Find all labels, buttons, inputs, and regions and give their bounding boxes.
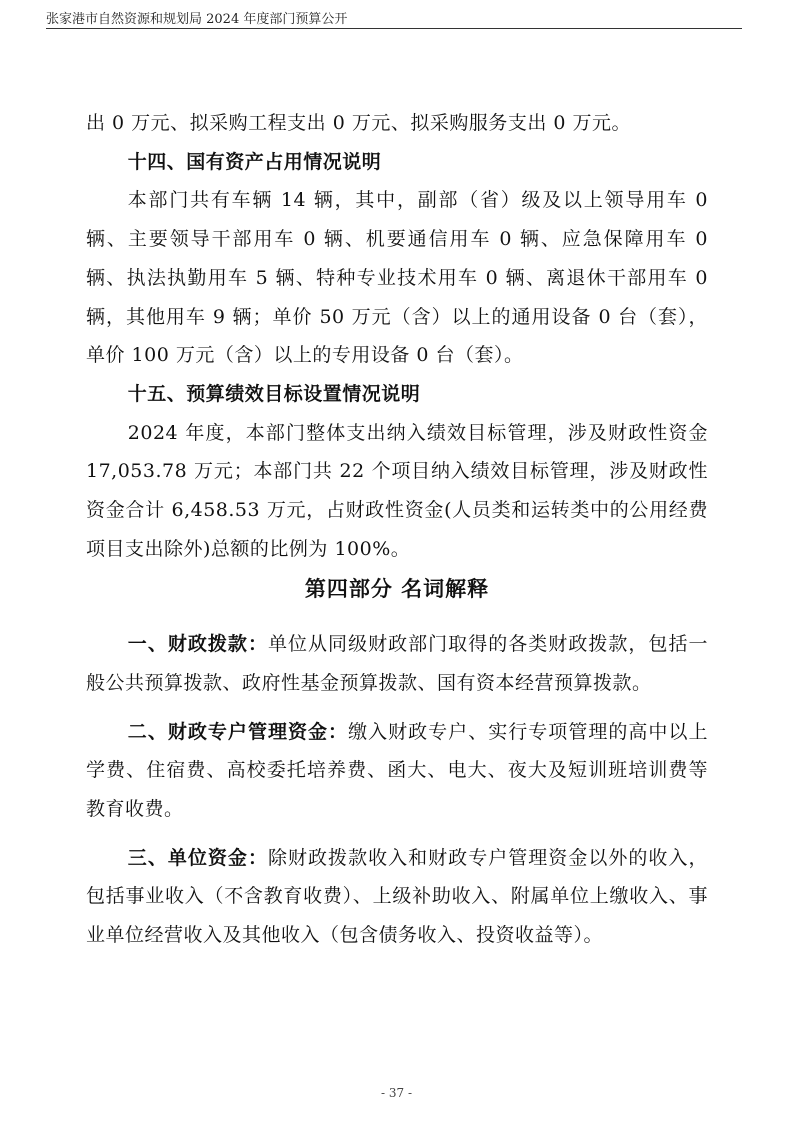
section-15-heading: 十五、预算绩效目标设置情况说明: [127, 382, 421, 405]
definition-special-account-funds: [86, 713, 708, 829]
document-body: [86, 104, 708, 965]
page-number: - 37 -: [380, 1086, 412, 1100]
part-4-title: 第四部分 名词解释: [304, 576, 490, 602]
definition-term: 一、财政拨款：: [127, 633, 268, 656]
definition-term: 三、单位资金：: [127, 846, 268, 869]
definition-text: 除财政拨款收入和财政专户管理资金以外的收入，包括事业收入（不含教育收费）、上级补助收入、附属单位上缴收入、事业单位经营收入及其他收入（包含债务收入、投资收益等）。: [86, 846, 708, 947]
header-rule: [46, 28, 742, 29]
definition-text: 单位从同级财政部门取得的各类财政拨款，包括一般公共预算拨款、政府性基金预算拨款、国有资本经营预算拨款。: [86, 633, 708, 694]
section-14-heading: 十四、国有资产占用情况说明: [127, 150, 382, 173]
definition-financial-appropriation: [86, 625, 708, 702]
section-14-body: 本部门共有车辆 14 辆，其中，副部（省）级及以上领导用车 0 辆、主要领导干部用车 0 辆、机要通信用车 0 辆、应急保障用车 0 辆、执法执勤用车 5 辆、特种专业技术用车 0 辆、离退休干部用车 0 辆，其他用车 9 辆；单价 50 万元（含）以上的通用设备 0 台（套），单价 100 万元（含）以上的专用设备 0 台（套）。: [86, 189, 708, 367]
page-header: 张家港市自然资源和规划局 2024 年度部门预算公开: [46, 12, 348, 27]
definition-term: 二、财政专户管理资金：: [127, 720, 349, 743]
definition-text: 缴入财政专户、实行专项管理的高中以上学费、住宿费、高校委托培养费、函大、电大、夜大及短训班培训费等教育收费。: [86, 720, 708, 820]
definition-unit-funds: [86, 839, 708, 955]
section-15-body: 2024 年度，本部门整体支出纳入绩效目标管理，涉及财政性资金 17,053.78 万元；本部门共 22 个项目纳入绩效目标管理，涉及财政性资金合计 6,458.53 万元，占财政性资金(人员类和运转类中的公用经费项目支出除外)总额的比例为 100%。: [86, 421, 708, 560]
continuation-paragraph: 出 0 万元、拟采购工程支出 0 万元、拟采购服务支出 0 万元。: [86, 112, 632, 134]
